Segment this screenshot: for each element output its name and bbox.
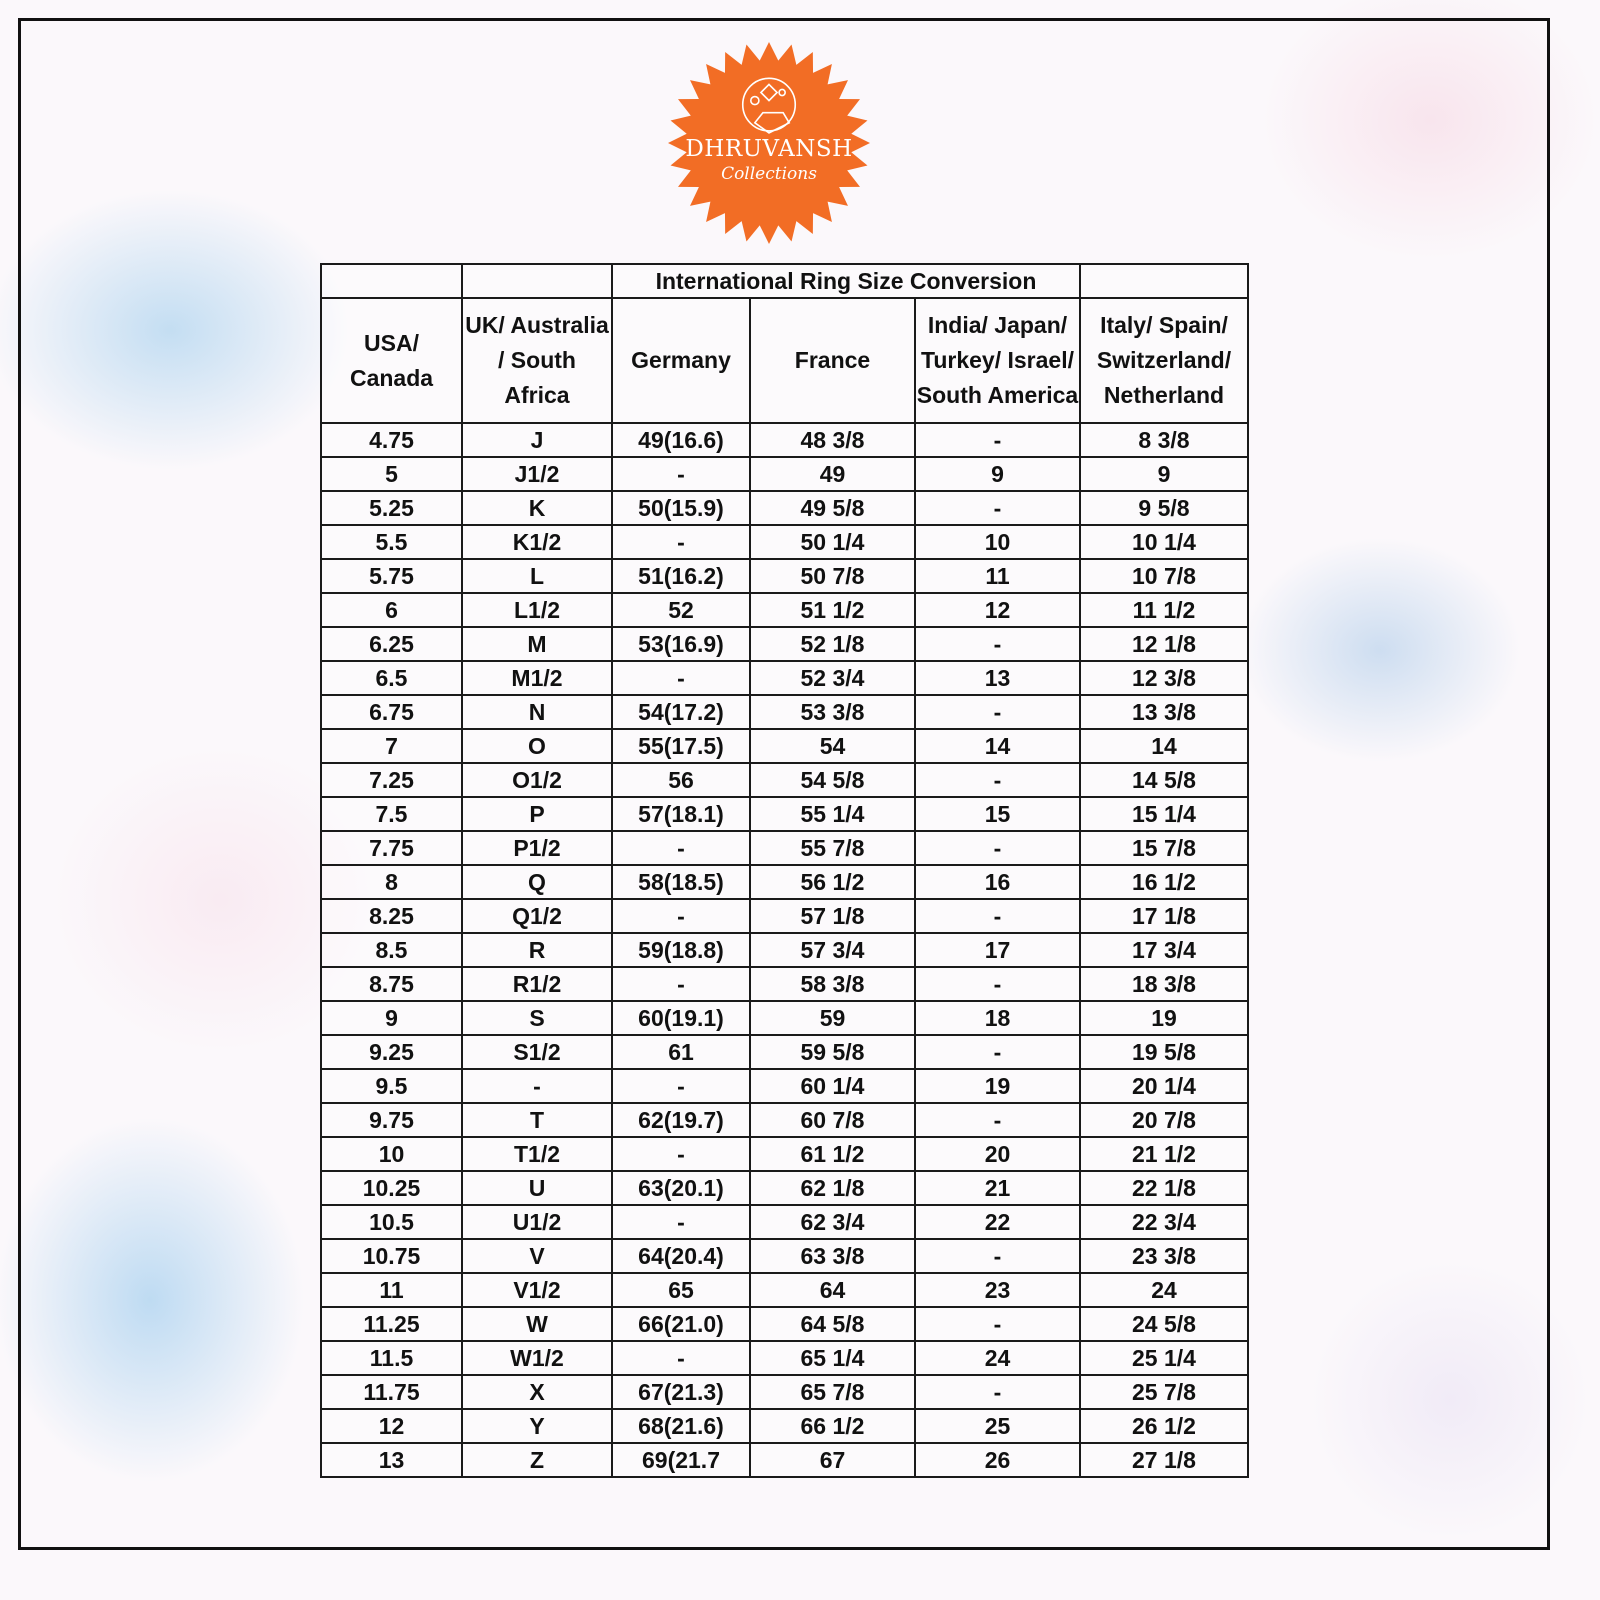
table-cell: 13 bbox=[915, 661, 1080, 695]
table-cell: Q bbox=[462, 865, 612, 899]
table-cell: 17 1/8 bbox=[1080, 899, 1248, 933]
table-cell: - bbox=[915, 491, 1080, 525]
column-header: USA/ Canada bbox=[321, 298, 462, 423]
table-cell: 8.25 bbox=[321, 899, 462, 933]
table-cell: 53(16.9) bbox=[612, 627, 750, 661]
table-cell: J1/2 bbox=[462, 457, 612, 491]
table-cell: L bbox=[462, 559, 612, 593]
table-cell: 52 3/4 bbox=[750, 661, 915, 695]
table-cell: S bbox=[462, 1001, 612, 1035]
table-cell: Q1/2 bbox=[462, 899, 612, 933]
table-cell: 11.75 bbox=[321, 1375, 462, 1409]
table-cell: 15 7/8 bbox=[1080, 831, 1248, 865]
table-cell: W1/2 bbox=[462, 1341, 612, 1375]
table-cell: O1/2 bbox=[462, 763, 612, 797]
table-cell: 60(19.1) bbox=[612, 1001, 750, 1035]
table-cell: 57 1/8 bbox=[750, 899, 915, 933]
table-cell: 16 1/2 bbox=[1080, 865, 1248, 899]
table-cell: 22 1/8 bbox=[1080, 1171, 1248, 1205]
table-cell: 6.75 bbox=[321, 695, 462, 729]
table-cell: 59 5/8 bbox=[750, 1035, 915, 1069]
table-row bbox=[321, 933, 1248, 967]
table-cell: 7.5 bbox=[321, 797, 462, 831]
table-cell: - bbox=[612, 967, 750, 1001]
table-row bbox=[321, 1239, 1248, 1273]
table-cell: 5.5 bbox=[321, 525, 462, 559]
table-cell: 22 3/4 bbox=[1080, 1205, 1248, 1239]
table-cell: 10 7/8 bbox=[1080, 559, 1248, 593]
table-cell: 49 5/8 bbox=[750, 491, 915, 525]
table-cell: 69(21.7 bbox=[612, 1443, 750, 1477]
table-cell: 24 bbox=[915, 1341, 1080, 1375]
table-cell: 9 bbox=[1080, 457, 1248, 491]
table-cell: 56 bbox=[612, 763, 750, 797]
table-cell: 7 bbox=[321, 729, 462, 763]
table-cell: S1/2 bbox=[462, 1035, 612, 1069]
table-cell: 14 bbox=[1080, 729, 1248, 763]
table-row bbox=[321, 1035, 1248, 1069]
table-cell: 8.5 bbox=[321, 933, 462, 967]
table-cell: 61 1/2 bbox=[750, 1137, 915, 1171]
table-cell: 10 1/4 bbox=[1080, 525, 1248, 559]
table-cell: 11 bbox=[915, 559, 1080, 593]
title-row bbox=[321, 264, 1248, 298]
table-cell: 5.75 bbox=[321, 559, 462, 593]
table-cell: 50(15.9) bbox=[612, 491, 750, 525]
table-cell: 4.75 bbox=[321, 423, 462, 457]
column-header: UK/ Australia / South Africa bbox=[462, 298, 612, 423]
table-cell: 6.5 bbox=[321, 661, 462, 695]
table-cell: 62 1/8 bbox=[750, 1171, 915, 1205]
table-cell: - bbox=[915, 1035, 1080, 1069]
table-cell: 20 7/8 bbox=[1080, 1103, 1248, 1137]
table-cell: 19 bbox=[1080, 1001, 1248, 1035]
table-cell: T1/2 bbox=[462, 1137, 612, 1171]
table-cell: 49(16.6) bbox=[612, 423, 750, 457]
table-cell: M bbox=[462, 627, 612, 661]
table-cell: 19 bbox=[915, 1069, 1080, 1103]
table-cell: R bbox=[462, 933, 612, 967]
table-row bbox=[321, 457, 1248, 491]
table-cell: 58(18.5) bbox=[612, 865, 750, 899]
table-cell: 55 1/4 bbox=[750, 797, 915, 831]
table-row bbox=[321, 967, 1248, 1001]
table-cell: 51(16.2) bbox=[612, 559, 750, 593]
table-row bbox=[321, 1443, 1248, 1477]
table-cell: 57(18.1) bbox=[612, 797, 750, 831]
table-cell: - bbox=[915, 1307, 1080, 1341]
table-cell: 17 bbox=[915, 933, 1080, 967]
table-cell: 15 1/4 bbox=[1080, 797, 1248, 831]
table-cell: 61 bbox=[612, 1035, 750, 1069]
table-cell: 26 1/2 bbox=[1080, 1409, 1248, 1443]
table-cell: 52 bbox=[612, 593, 750, 627]
table-row bbox=[321, 797, 1248, 831]
table-cell: 51 1/2 bbox=[750, 593, 915, 627]
table-cell: 25 1/4 bbox=[1080, 1341, 1248, 1375]
table-cell: 11.25 bbox=[321, 1307, 462, 1341]
table-cell: 54 5/8 bbox=[750, 763, 915, 797]
table-cell: 25 bbox=[915, 1409, 1080, 1443]
table-cell: - bbox=[612, 899, 750, 933]
table-cell: 58 3/8 bbox=[750, 967, 915, 1001]
table-row bbox=[321, 1103, 1248, 1137]
table-cell: 65 7/8 bbox=[750, 1375, 915, 1409]
table-cell: M1/2 bbox=[462, 661, 612, 695]
table-cell: P1/2 bbox=[462, 831, 612, 865]
column-header: Italy/ Spain/ Switzerland/ Netherland bbox=[1080, 298, 1248, 423]
table-cell: 11.5 bbox=[321, 1341, 462, 1375]
table-row bbox=[321, 423, 1248, 457]
table-cell: 63 3/8 bbox=[750, 1239, 915, 1273]
table-row bbox=[321, 661, 1248, 695]
table-cell: Y bbox=[462, 1409, 612, 1443]
table-cell: 10 bbox=[321, 1137, 462, 1171]
brand-name: DHRUVANSH bbox=[685, 136, 853, 162]
table-cell: U bbox=[462, 1171, 612, 1205]
table-cell: - bbox=[915, 763, 1080, 797]
table-cell: 55(17.5) bbox=[612, 729, 750, 763]
table-row bbox=[321, 695, 1248, 729]
table-cell: 59(18.8) bbox=[612, 933, 750, 967]
table-cell: 54(17.2) bbox=[612, 695, 750, 729]
table-row bbox=[321, 1307, 1248, 1341]
table-cell: O bbox=[462, 729, 612, 763]
table-cell: 7.75 bbox=[321, 831, 462, 865]
table-cell: 48 3/8 bbox=[750, 423, 915, 457]
table-cell: 25 7/8 bbox=[1080, 1375, 1248, 1409]
table-row bbox=[321, 763, 1248, 797]
table-row bbox=[321, 899, 1248, 933]
table-cell: 55 7/8 bbox=[750, 831, 915, 865]
table-cell: - bbox=[915, 423, 1080, 457]
table-cell: - bbox=[915, 899, 1080, 933]
table-cell: 67(21.3) bbox=[612, 1375, 750, 1409]
table-cell: 65 bbox=[612, 1273, 750, 1307]
table-cell: 65 1/4 bbox=[750, 1341, 915, 1375]
table-cell: U1/2 bbox=[462, 1205, 612, 1239]
table-cell: 8.75 bbox=[321, 967, 462, 1001]
table-cell: X bbox=[462, 1375, 612, 1409]
table-row bbox=[321, 1137, 1248, 1171]
table-cell: 21 bbox=[915, 1171, 1080, 1205]
column-header: Germany bbox=[612, 298, 750, 423]
table-cell: 5.25 bbox=[321, 491, 462, 525]
table-cell: W bbox=[462, 1307, 612, 1341]
table-cell: 59 bbox=[750, 1001, 915, 1035]
empty-cell bbox=[321, 264, 462, 298]
empty-cell bbox=[1080, 264, 1248, 298]
table-cell: L1/2 bbox=[462, 593, 612, 627]
table-cell: 64(20.4) bbox=[612, 1239, 750, 1273]
table-row bbox=[321, 627, 1248, 661]
table-cell: - bbox=[612, 661, 750, 695]
table-cell: 66(21.0) bbox=[612, 1307, 750, 1341]
table-cell: 57 3/4 bbox=[750, 933, 915, 967]
table-cell: - bbox=[915, 1375, 1080, 1409]
table-cell: R1/2 bbox=[462, 967, 612, 1001]
table-cell: 9 5/8 bbox=[1080, 491, 1248, 525]
table-cell: - bbox=[462, 1069, 612, 1103]
table-cell: 50 7/8 bbox=[750, 559, 915, 593]
table-cell: 62 3/4 bbox=[750, 1205, 915, 1239]
brand-subtitle: Collections bbox=[721, 164, 817, 184]
table-row bbox=[321, 1273, 1248, 1307]
table-cell: 14 5/8 bbox=[1080, 763, 1248, 797]
table-cell: 24 5/8 bbox=[1080, 1307, 1248, 1341]
table-row bbox=[321, 729, 1248, 763]
table-cell: 22 bbox=[915, 1205, 1080, 1239]
table-cell: 6 bbox=[321, 593, 462, 627]
table-cell: - bbox=[915, 1239, 1080, 1273]
table-cell: 17 3/4 bbox=[1080, 933, 1248, 967]
table-cell: V bbox=[462, 1239, 612, 1273]
table-cell: - bbox=[612, 1205, 750, 1239]
table-cell: 13 3/8 bbox=[1080, 695, 1248, 729]
table-cell: - bbox=[915, 695, 1080, 729]
table-cell: - bbox=[915, 967, 1080, 1001]
table-row bbox=[321, 1069, 1248, 1103]
table-cell: 6.25 bbox=[321, 627, 462, 661]
table-cell: 16 bbox=[915, 865, 1080, 899]
table-row bbox=[321, 1341, 1248, 1375]
table-cell: 67 bbox=[750, 1443, 915, 1477]
table-cell: - bbox=[915, 1103, 1080, 1137]
table-cell: 8 3/8 bbox=[1080, 423, 1248, 457]
table-row bbox=[321, 1001, 1248, 1035]
table-cell: 64 bbox=[750, 1273, 915, 1307]
table-cell: - bbox=[612, 1137, 750, 1171]
table-cell: 68(21.6) bbox=[612, 1409, 750, 1443]
table-cell: 12 3/8 bbox=[1080, 661, 1248, 695]
table-title: International Ring Size Conversion bbox=[612, 264, 1080, 298]
table-cell: 66 1/2 bbox=[750, 1409, 915, 1443]
brand-logo bbox=[668, 42, 870, 244]
table-row bbox=[321, 525, 1248, 559]
table-row bbox=[321, 1409, 1248, 1443]
table-cell: 19 5/8 bbox=[1080, 1035, 1248, 1069]
table-cell: 9.5 bbox=[321, 1069, 462, 1103]
table-cell: 7.25 bbox=[321, 763, 462, 797]
empty-cell bbox=[462, 264, 612, 298]
table-cell: V1/2 bbox=[462, 1273, 612, 1307]
table-cell: 14 bbox=[915, 729, 1080, 763]
table-cell: 18 3/8 bbox=[1080, 967, 1248, 1001]
table-cell: 20 bbox=[915, 1137, 1080, 1171]
table-cell: P bbox=[462, 797, 612, 831]
table-cell: 12 bbox=[321, 1409, 462, 1443]
table-cell: 21 1/2 bbox=[1080, 1137, 1248, 1171]
table-cell: 10.75 bbox=[321, 1239, 462, 1273]
table-cell: 27 1/8 bbox=[1080, 1443, 1248, 1477]
table-cell: 23 bbox=[915, 1273, 1080, 1307]
table-cell: T bbox=[462, 1103, 612, 1137]
table-cell: 11 bbox=[321, 1273, 462, 1307]
table-cell: 5 bbox=[321, 457, 462, 491]
table-cell: 49 bbox=[750, 457, 915, 491]
table-cell: 12 bbox=[915, 593, 1080, 627]
table-cell: 9 bbox=[915, 457, 1080, 491]
table-cell: 24 bbox=[1080, 1273, 1248, 1307]
table-cell: 50 1/4 bbox=[750, 525, 915, 559]
table-row bbox=[321, 1171, 1248, 1205]
table-cell: - bbox=[612, 457, 750, 491]
table-cell: 54 bbox=[750, 729, 915, 763]
table-cell: 11 1/2 bbox=[1080, 593, 1248, 627]
table-cell: 56 1/2 bbox=[750, 865, 915, 899]
table-cell: - bbox=[915, 831, 1080, 865]
table-row bbox=[321, 1205, 1248, 1239]
column-header: France bbox=[750, 298, 915, 423]
table-cell: N bbox=[462, 695, 612, 729]
table-cell: 10.25 bbox=[321, 1171, 462, 1205]
table-row bbox=[321, 865, 1248, 899]
table-cell: 9.25 bbox=[321, 1035, 462, 1069]
table-cell: 18 bbox=[915, 1001, 1080, 1035]
table-cell: 15 bbox=[915, 797, 1080, 831]
table-cell: - bbox=[612, 831, 750, 865]
column-header: India/ Japan/ Turkey/ Israel/ South America bbox=[915, 298, 1080, 423]
table-cell: 53 3/8 bbox=[750, 695, 915, 729]
table-row bbox=[321, 559, 1248, 593]
table-cell: 52 1/8 bbox=[750, 627, 915, 661]
table-row bbox=[321, 831, 1248, 865]
table-cell: 60 7/8 bbox=[750, 1103, 915, 1137]
table-cell: 23 3/8 bbox=[1080, 1239, 1248, 1273]
table-cell: - bbox=[612, 1341, 750, 1375]
ring-size-table bbox=[320, 263, 1249, 1478]
table-cell: K bbox=[462, 491, 612, 525]
table-cell: 8 bbox=[321, 865, 462, 899]
header-row bbox=[321, 298, 1248, 423]
table-row bbox=[321, 491, 1248, 525]
table-row bbox=[321, 1375, 1248, 1409]
table-cell: 13 bbox=[321, 1443, 462, 1477]
table-cell: 64 5/8 bbox=[750, 1307, 915, 1341]
table-cell: - bbox=[612, 525, 750, 559]
table-cell: 60 1/4 bbox=[750, 1069, 915, 1103]
table-cell: J bbox=[462, 423, 612, 457]
table-cell: K1/2 bbox=[462, 525, 612, 559]
table-cell: 62(19.7) bbox=[612, 1103, 750, 1137]
table-cell: 10 bbox=[915, 525, 1080, 559]
table-cell: 63(20.1) bbox=[612, 1171, 750, 1205]
table-cell: 26 bbox=[915, 1443, 1080, 1477]
table-cell: 10.5 bbox=[321, 1205, 462, 1239]
table-row bbox=[321, 593, 1248, 627]
table-cell: Z bbox=[462, 1443, 612, 1477]
table-cell: 9.75 bbox=[321, 1103, 462, 1137]
table-cell: 12 1/8 bbox=[1080, 627, 1248, 661]
table-cell: - bbox=[915, 627, 1080, 661]
table-cell: 20 1/4 bbox=[1080, 1069, 1248, 1103]
table-cell: - bbox=[612, 1069, 750, 1103]
table-cell: 9 bbox=[321, 1001, 462, 1035]
